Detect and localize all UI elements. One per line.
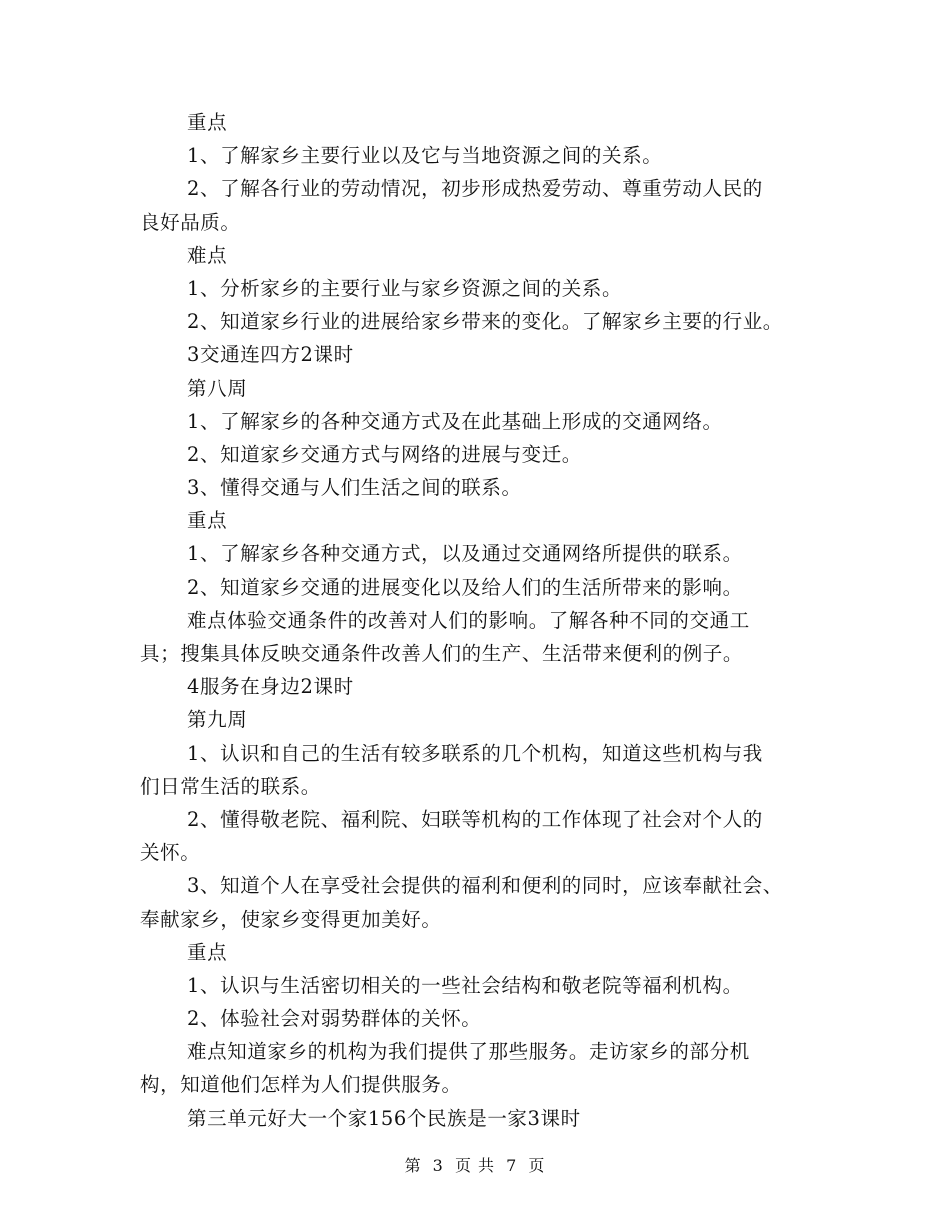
body-line: 1、了解家乡的各种交通方式及在此基础上形成的交通网络。: [187, 409, 723, 433]
body-line: 1、分析家乡的主要行业与家乡资源之间的关系。: [187, 276, 623, 300]
footer-middle: 页 共: [454, 1156, 496, 1175]
body-line: 第八周: [187, 376, 248, 400]
body-line: 奉献家乡，使家乡变得更加美好。: [140, 907, 442, 931]
footer-total-pages: 7: [506, 1156, 518, 1175]
footer-page-number: 3: [432, 1156, 444, 1175]
body-line: 2、知道家乡交通方式与网络的进展与变迁。: [187, 442, 582, 466]
body-line: 1、了解家乡主要行业以及它与当地资源之间的关系。: [187, 144, 663, 168]
body-line: 重点: [187, 940, 228, 964]
document-body: [140, 106, 820, 1135]
body-line: 1、认识和自己的生活有较多联系的几个机构，知道这些机构与我: [187, 741, 763, 765]
body-line: 重点: [187, 111, 228, 134]
body-line: 第九周: [187, 708, 248, 732]
body-line: 2、懂得敬老院、福利院、妇联等机构的工作体现了社会对个人的: [187, 807, 763, 831]
body-line: 2、体验社会对弱势群体的关怀。: [187, 1007, 482, 1031]
body-line: 4服务在身边2课时: [187, 675, 354, 699]
body-line: 难点知道家乡的机构为我们提供了那些服务。走访家乡的部分机: [187, 1040, 750, 1064]
body-line: 们日常生活的联系。: [140, 774, 321, 798]
body-line: 具；搜集具体反映交通条件改善人们的生产、生活带来便利的例子。: [140, 642, 744, 665]
body-line: 关怀。: [140, 841, 201, 865]
body-line: 3、知道个人在享受社会提供的福利和便利的同时，应该奉献社会、: [187, 874, 783, 898]
body-line: 重点: [187, 509, 228, 533]
page-footer: [0, 1153, 950, 1176]
body-line: 2、知道家乡行业的进展给家乡带来的变化。了解家乡主要的行业。: [187, 310, 783, 334]
body-line: 第三单元好大一个家156个民族是一家3课时: [187, 1106, 581, 1130]
body-line: 2、知道家乡交通的进展变化以及给人们的生活所带来的影响。: [187, 575, 743, 599]
body-line: 构，知道他们怎样为人们提供服务。: [140, 1073, 462, 1097]
body-line: 难点: [187, 243, 228, 267]
body-line: 3交通连四方2课时: [187, 343, 354, 367]
body-line: 3、懂得交通与人们生活之间的联系。: [187, 476, 522, 500]
body-line: 1、了解家乡各种交通方式，以及通过交通网络所提供的联系。: [187, 542, 743, 566]
body-line: 2、了解各行业的劳动情况，初步形成热爱劳动、尊重劳动人民的: [187, 177, 763, 201]
footer-suffix: 页: [528, 1156, 546, 1175]
body-line: 1、认识与生活密切相关的一些社会结构和敬老院等福利机构。: [187, 973, 743, 997]
footer-prefix: 第: [404, 1156, 422, 1175]
body-line: 良好品质。: [140, 210, 241, 234]
body-line: 难点体验交通条件的改善对人们的影响。了解各种不同的交通工: [187, 608, 750, 632]
